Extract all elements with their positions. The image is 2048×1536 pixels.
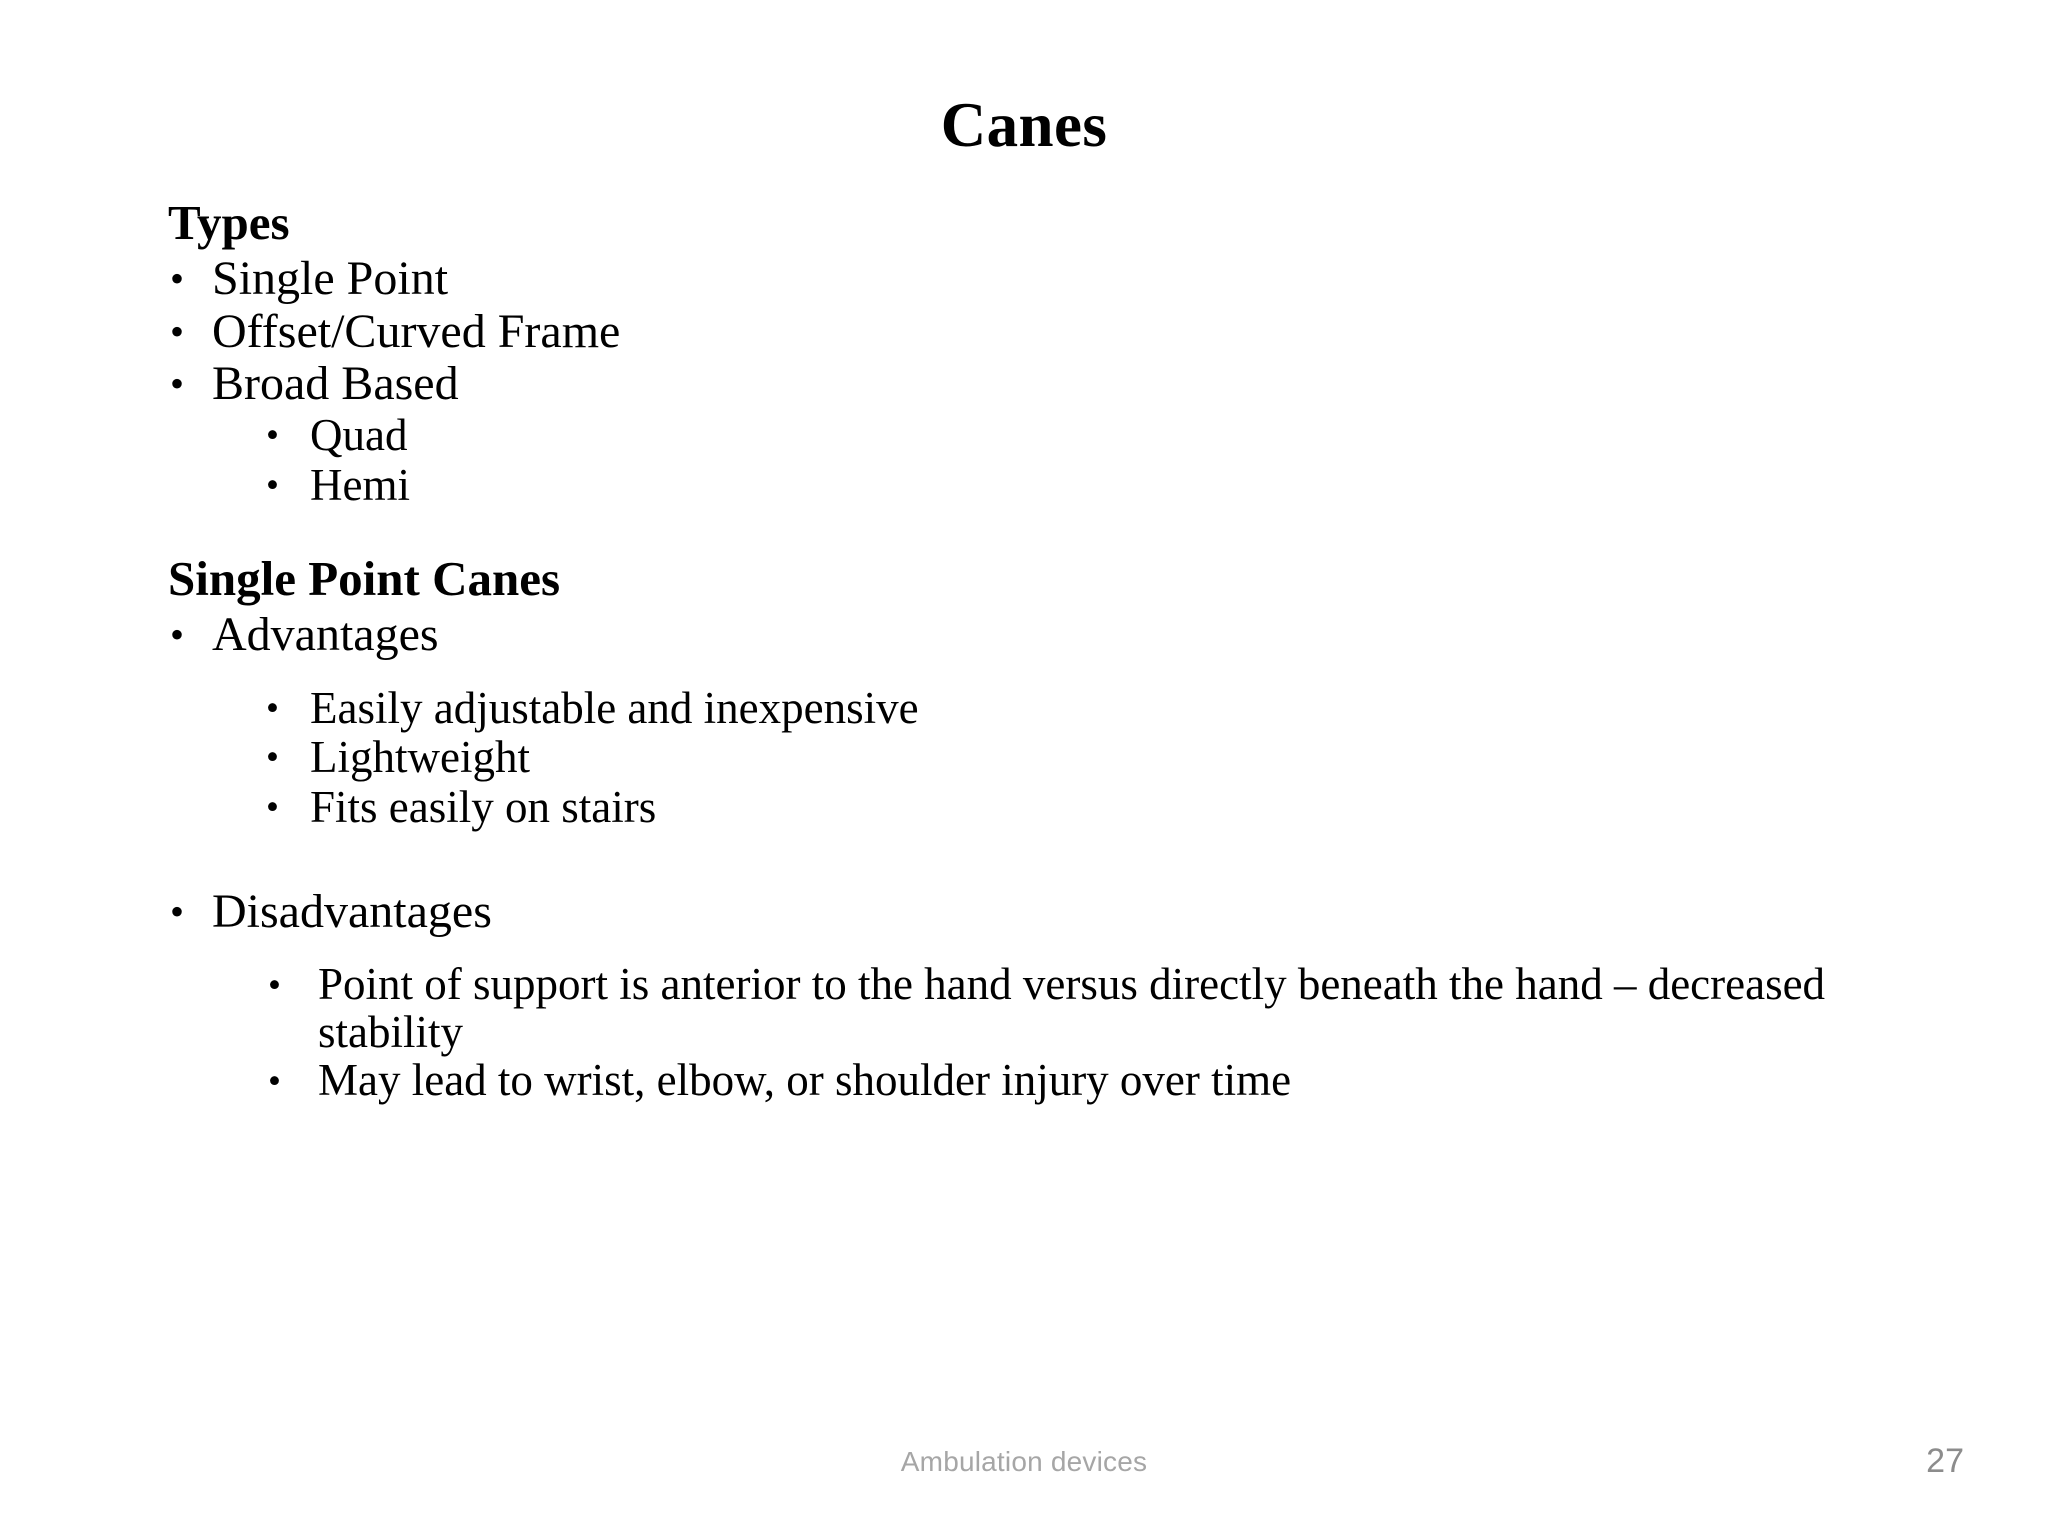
list-item [0, 1054, 2048, 1105]
page-number: 27 [1926, 1442, 1964, 1480]
list-item [0, 358, 2048, 411]
list-item-label: May lead to wrist, elbow, or shoulder injury over time [318, 1054, 1292, 1105]
slide-body [0, 196, 2048, 1104]
list-item-label: Lightweight [310, 732, 530, 783]
list-item [0, 684, 2048, 734]
advantages-sublist [0, 684, 2048, 833]
list-item [0, 253, 2048, 306]
slide-footer [0, 1442, 2048, 1496]
list-item [0, 961, 2048, 1056]
list-item-advantages [0, 609, 2048, 662]
list-item-label: Offset/Curved Frame [212, 304, 621, 358]
page-title: Canes [940, 90, 1108, 160]
bullet-icon: • [268, 965, 281, 1007]
list-item-disadvantages [0, 886, 2048, 939]
bullet-icon: • [266, 415, 279, 457]
list-item-label: Point of support is anterior to the hand versus directly beneath the hand – decreased stability [318, 959, 1826, 1057]
list-item-label: Broad Based [212, 357, 459, 411]
bullet-icon: • [170, 361, 185, 407]
list-item-label: Fits easily on stairs [310, 781, 657, 832]
list-item [0, 783, 2048, 833]
list-item [0, 733, 2048, 783]
bullet-icon: • [268, 1060, 281, 1102]
list-item-label: Easily adjustable and inexpensive [310, 682, 919, 733]
bullet-icon: • [170, 255, 185, 301]
bullet-icon: • [266, 737, 279, 779]
advantages-group [0, 609, 2048, 662]
list-item-label: Hemi [310, 459, 410, 510]
bullet-icon: • [170, 889, 185, 935]
disadvantages-group [0, 886, 2048, 939]
section-spacer [0, 510, 2048, 552]
section-heading-types: Types [168, 195, 290, 250]
list-spacer [0, 662, 2048, 684]
list-item [0, 461, 2048, 511]
bullet-icon: • [170, 308, 185, 354]
bullet-icon: • [266, 687, 279, 729]
bullet-icon: • [266, 786, 279, 828]
section-heading-single-point-canes: Single Point Canes [168, 551, 561, 607]
list-item-label: Single Point [212, 251, 449, 305]
list-item [0, 306, 2048, 359]
list-item-label: Disadvantages [212, 885, 492, 939]
section-types [0, 196, 2048, 510]
list-spacer [0, 939, 2048, 961]
bullet-icon: • [266, 464, 279, 506]
disadvantages-sublist [0, 961, 2048, 1104]
bullet-icon: • [170, 612, 185, 658]
footer-label: Ambulation devices [900, 1446, 1148, 1477]
list-item [0, 411, 2048, 461]
list-item-label: Quad [310, 410, 408, 461]
types-list [0, 253, 2048, 510]
group-spacer [0, 832, 2048, 886]
section-single-point-canes [0, 552, 2048, 1104]
list-item-label: Advantages [212, 608, 439, 662]
